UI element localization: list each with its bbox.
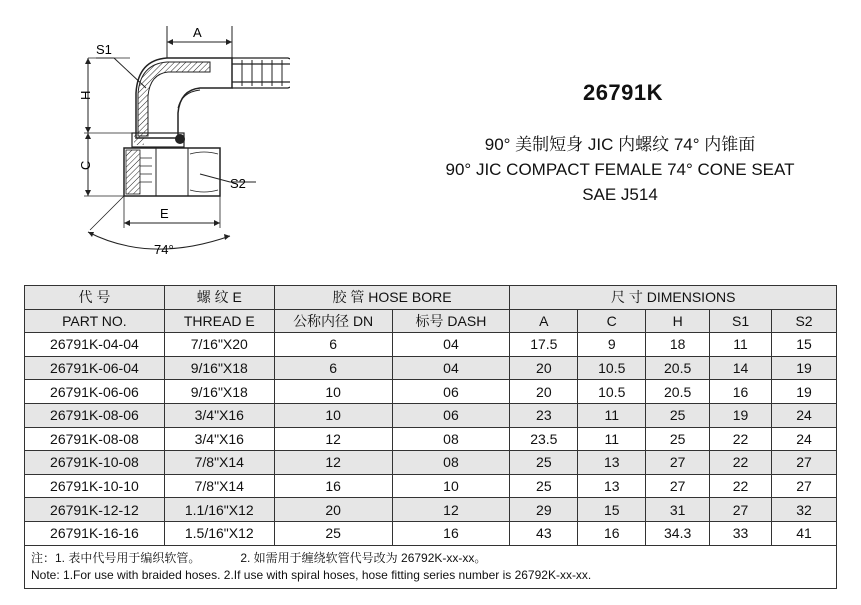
note-en: Note: 1.For use with braided hoses. 2.If use with spiral hoses, hose fitting series number is 26792K-xx-xx.	[31, 567, 592, 582]
table-row	[25, 427, 837, 451]
cell-a: 17.5	[510, 333, 578, 357]
header-h: H	[646, 309, 710, 333]
cell-a: 25	[510, 474, 578, 498]
cell-thread: 3/4"X16	[164, 403, 274, 427]
header-hose-bore: 胶 管 HOSE BORE	[274, 286, 510, 310]
cell-dn: 6	[274, 356, 392, 380]
table-row	[25, 521, 837, 545]
dim-a-label: A	[193, 25, 202, 40]
cell-h: 27	[646, 451, 710, 475]
cell-c: 15	[578, 498, 646, 522]
cell-c: 11	[578, 427, 646, 451]
cell-s2: 27	[772, 474, 837, 498]
cell-dn: 12	[274, 427, 392, 451]
notes-row	[25, 545, 837, 588]
cell-part-no: 26791K-08-06	[25, 403, 165, 427]
cell-part-no: 26791K-06-04	[25, 356, 165, 380]
cell-dash: 10	[392, 474, 510, 498]
cell-thread: 1.5/16"X12	[164, 521, 274, 545]
header-thread-cn: 螺 纹 E	[164, 286, 274, 310]
title-block	[400, 80, 840, 207]
cell-part-no: 26791K-06-06	[25, 380, 165, 404]
cell-c: 11	[578, 403, 646, 427]
cell-dn: 10	[274, 380, 392, 404]
table-row	[25, 356, 837, 380]
cell-c: 9	[578, 333, 646, 357]
note-cn-1: 注：1. 表中代号用于编织软管。	[31, 550, 201, 565]
dim-s2-label: S2	[230, 176, 246, 191]
cell-thread: 9/16"X18	[164, 356, 274, 380]
cell-s2: 24	[772, 427, 837, 451]
cell-dash: 16	[392, 521, 510, 545]
cell-c: 13	[578, 451, 646, 475]
cell-thread: 9/16"X18	[164, 380, 274, 404]
cell-a: 25	[510, 451, 578, 475]
cell-s1: 22	[710, 451, 772, 475]
dim-h-label: H	[78, 90, 93, 100]
cell-dn: 6	[274, 333, 392, 357]
cell-dash: 08	[392, 427, 510, 451]
table-row	[25, 403, 837, 427]
cell-s1: 33	[710, 521, 772, 545]
cell-dash: 04	[392, 333, 510, 357]
table-row	[25, 451, 837, 475]
cell-part-no: 26791K-04-04	[25, 333, 165, 357]
cell-s2: 19	[772, 356, 837, 380]
cell-h: 25	[646, 427, 710, 451]
header-part-no: PART NO.	[25, 309, 165, 333]
cell-a: 23.5	[510, 427, 578, 451]
standard-label: SAE J514	[582, 185, 658, 204]
cell-dn: 25	[274, 521, 392, 545]
cell-a: 20	[510, 356, 578, 380]
header-row-1	[25, 286, 837, 310]
note-cn-2: 2. 如需用于缠绕软管代号改为 26792K-xx-xx。	[240, 550, 487, 565]
cell-thread: 3/4"X16	[164, 427, 274, 451]
dim-e-label: E	[160, 206, 169, 221]
cell-c: 10.5	[578, 356, 646, 380]
cell-s1: 14	[710, 356, 772, 380]
cell-h: 18	[646, 333, 710, 357]
cell-s2: 24	[772, 403, 837, 427]
cell-thread: 7/8"X14	[164, 451, 274, 475]
header-c: C	[578, 309, 646, 333]
cell-dash: 12	[392, 498, 510, 522]
cell-dash: 08	[392, 451, 510, 475]
cell-dn: 20	[274, 498, 392, 522]
header-thread: THREAD E	[164, 309, 274, 333]
cell-dn: 12	[274, 451, 392, 475]
cell-thread: 1.1/16"X12	[164, 498, 274, 522]
cell-s1: 19	[710, 403, 772, 427]
cell-a: 29	[510, 498, 578, 522]
cell-h: 25	[646, 403, 710, 427]
dim-s1-label: S1	[96, 42, 112, 57]
cell-thread: 7/8"X14	[164, 474, 274, 498]
header-dash: 标号 DASH	[392, 309, 510, 333]
cell-s2: 19	[772, 380, 837, 404]
header-s1: S1	[710, 309, 772, 333]
cell-dash: 04	[392, 356, 510, 380]
table-row	[25, 498, 837, 522]
cell-part-no: 26791K-16-16	[25, 521, 165, 545]
dim-c-label: C	[78, 160, 93, 170]
spec-table	[24, 285, 837, 589]
cell-a: 43	[510, 521, 578, 545]
header-row-2	[25, 309, 837, 333]
cell-h: 20.5	[646, 380, 710, 404]
table-row	[25, 380, 837, 404]
cell-part-no: 26791K-08-08	[25, 427, 165, 451]
cell-dn: 10	[274, 403, 392, 427]
cell-s1: 22	[710, 427, 772, 451]
cell-dn: 16	[274, 474, 392, 498]
cell-a: 20	[510, 380, 578, 404]
cell-s2: 27	[772, 451, 837, 475]
cell-s1: 11	[710, 333, 772, 357]
cell-c: 10.5	[578, 380, 646, 404]
cell-s2: 41	[772, 521, 837, 545]
cell-s2: 15	[772, 333, 837, 357]
cell-a: 23	[510, 403, 578, 427]
cell-s2: 32	[772, 498, 837, 522]
cell-h: 34.3	[646, 521, 710, 545]
fitting-drawing	[60, 18, 290, 268]
cell-dash: 06	[392, 380, 510, 404]
cell-c: 16	[578, 521, 646, 545]
cell-s1: 27	[710, 498, 772, 522]
cell-dash: 06	[392, 403, 510, 427]
angle-label: 74°	[154, 242, 174, 257]
header-a: A	[510, 309, 578, 333]
cell-part-no: 26791K-12-12	[25, 498, 165, 522]
notes-cell	[25, 545, 837, 588]
cell-h: 31	[646, 498, 710, 522]
table-row	[25, 333, 837, 357]
cell-s1: 16	[710, 380, 772, 404]
cell-thread: 7/16"X20	[164, 333, 274, 357]
cell-h: 27	[646, 474, 710, 498]
cell-part-no: 26791K-10-08	[25, 451, 165, 475]
cell-c: 13	[578, 474, 646, 498]
header-part-cn: 代 号	[25, 286, 165, 310]
part-title: 26791K	[582, 80, 664, 105]
description-en: 90° JIC COMPACT FEMALE 74° CONE SEAT	[445, 160, 795, 179]
header-dn: 公称内径 DN	[274, 309, 392, 333]
cell-s1: 22	[710, 474, 772, 498]
header-s2: S2	[772, 309, 837, 333]
description-cn: 90° 美制短身 JIC 内螺纹 74° 内锥面	[484, 135, 756, 154]
header-dimensions: 尺 寸 DIMENSIONS	[510, 286, 837, 310]
cell-h: 20.5	[646, 356, 710, 380]
cell-part-no: 26791K-10-10	[25, 474, 165, 498]
table-row	[25, 474, 837, 498]
